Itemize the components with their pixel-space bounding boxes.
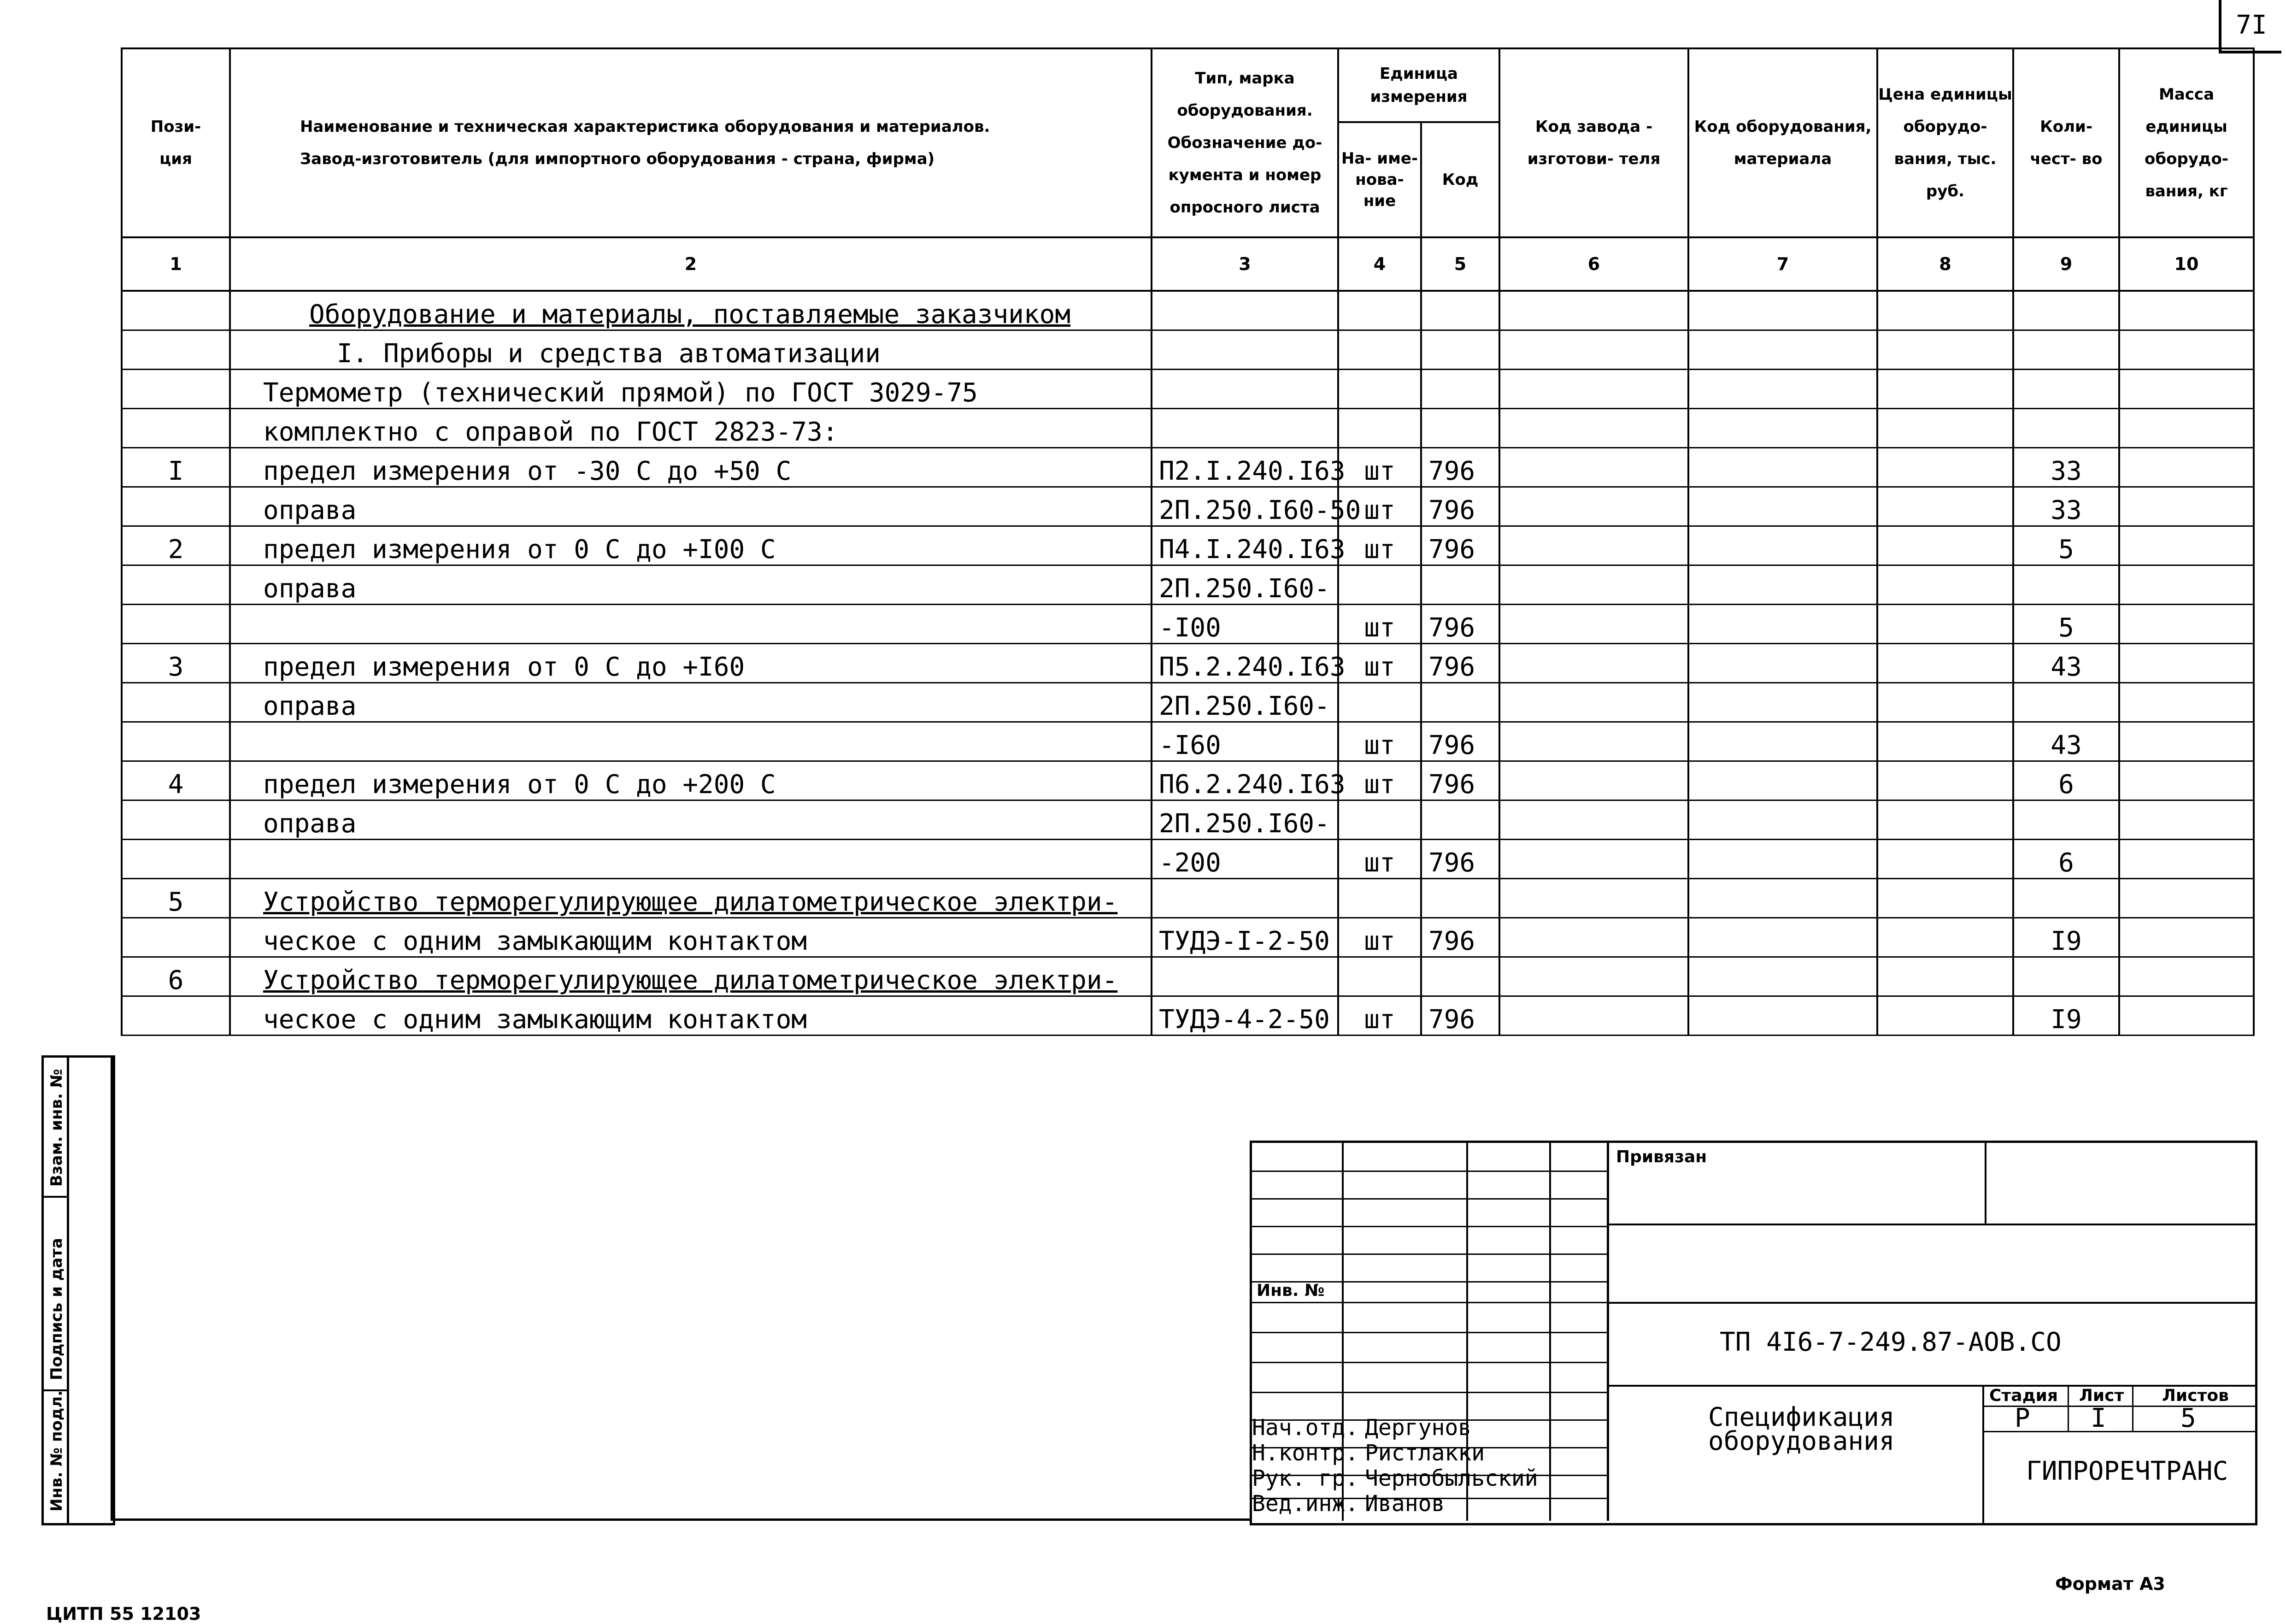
signature-role: Рук. гр. — [1252, 1465, 1359, 1491]
position-cell: I — [122, 448, 230, 487]
equipment-code-cell — [1688, 370, 1877, 409]
header-unit-group: Единица измерения — [1338, 48, 1499, 122]
equipment-code-cell — [1688, 526, 1877, 565]
type-cell: 2П.250.I60- — [1152, 565, 1338, 605]
code-cell — [1421, 330, 1499, 370]
name-cell — [230, 840, 1152, 879]
position-cell — [122, 996, 230, 1036]
document-code: ТП 4I6-7-249.87-АОВ.СО — [1720, 1327, 2062, 1357]
equipment-code-cell — [1688, 409, 1877, 448]
price-cell — [1877, 722, 2013, 761]
table-row — [122, 840, 2254, 879]
code-cell: 796 — [1421, 722, 1499, 761]
type-cell — [1152, 879, 1338, 918]
price-cell — [1877, 879, 2013, 918]
position-cell — [122, 330, 230, 370]
quantity-cell — [2013, 291, 2119, 330]
equipment-code-cell — [1688, 683, 1877, 722]
position-cell — [122, 840, 230, 879]
quantity-cell — [2013, 879, 2119, 918]
mass-cell — [2119, 996, 2254, 1036]
unit-cell: шт — [1338, 448, 1421, 487]
position-cell — [122, 565, 230, 605]
column-number: 8 — [1877, 237, 2013, 291]
type-cell — [1152, 409, 1338, 448]
quantity-cell — [2013, 370, 2119, 409]
table-row — [122, 487, 2254, 526]
table-row — [122, 918, 2254, 957]
mass-cell — [2119, 957, 2254, 996]
title-block — [1250, 1141, 2257, 1525]
side-stamp — [41, 1055, 115, 1525]
header-manufacturer-code: Код завода - изготови- теля — [1499, 48, 1688, 237]
position-cell — [122, 722, 230, 761]
header-name: Наименование и техническая характеристика оборудования и материалов. Завод-изготовитель (для импортного оборудования - страна, фирма) — [230, 48, 1152, 237]
code-cell — [1421, 409, 1499, 448]
name-cell: предел измерения от 0 С до +I60 — [230, 644, 1152, 683]
mass-cell — [2119, 800, 2254, 840]
table-row — [122, 370, 2254, 409]
mass-cell — [2119, 722, 2254, 761]
unit-cell: шт — [1338, 996, 1421, 1036]
sheet-label: Лист — [2079, 1386, 2124, 1405]
catalog-number: ЦИТП 55 12103 — [46, 1604, 201, 1624]
name-cell: I. Приборы и средства автоматизации — [230, 330, 1152, 370]
mass-cell — [2119, 918, 2254, 957]
table-row — [122, 526, 2254, 565]
position-cell — [122, 918, 230, 957]
unit-cell: шт — [1338, 487, 1421, 526]
manufacturer-code-cell — [1499, 526, 1688, 565]
manufacturer-code-cell — [1499, 879, 1688, 918]
manufacturer-code-cell — [1499, 565, 1688, 605]
code-cell: 796 — [1421, 448, 1499, 487]
code-cell: 796 — [1421, 840, 1499, 879]
quantity-cell: 43 — [2013, 644, 2119, 683]
equipment-code-cell — [1688, 879, 1877, 918]
type-cell: 2П.250.I60- — [1152, 800, 1338, 840]
name-cell: предел измерения от 0 С до +I00 С — [230, 526, 1152, 565]
equipment-code-cell — [1688, 644, 1877, 683]
signature-name: Иванов — [1365, 1491, 1445, 1517]
mass-cell — [2119, 565, 2254, 605]
column-number-row — [122, 237, 2254, 291]
header-price: Цена единицы оборудо- вания, тыс. руб. — [1877, 48, 2013, 237]
type-cell — [1152, 370, 1338, 409]
code-cell: 796 — [1421, 644, 1499, 683]
column-number: 2 — [230, 237, 1152, 291]
code-cell: 796 — [1421, 918, 1499, 957]
header-mass: Масса единицы оборудо- вания, кг — [2119, 48, 2254, 237]
position-cell — [122, 291, 230, 330]
unit-cell: шт — [1338, 605, 1421, 644]
table-row — [122, 761, 2254, 800]
privyazan-label: Привязан — [1616, 1147, 1707, 1166]
type-cell: П6.2.240.I63 — [1152, 761, 1338, 800]
header-unit-name: На- име- нова- ние — [1338, 122, 1421, 237]
position-cell: 2 — [122, 526, 230, 565]
table-row — [122, 565, 2254, 605]
manufacturer-code-cell — [1499, 605, 1688, 644]
price-cell — [1877, 957, 2013, 996]
unit-cell — [1338, 800, 1421, 840]
column-number: 10 — [2119, 237, 2254, 291]
price-cell — [1877, 487, 2013, 526]
sheet-value: I — [2091, 1403, 2106, 1433]
quantity-cell — [2013, 330, 2119, 370]
code-cell — [1421, 957, 1499, 996]
quantity-cell: 33 — [2013, 487, 2119, 526]
price-cell — [1877, 565, 2013, 605]
name-cell — [230, 722, 1152, 761]
equipment-code-cell — [1688, 957, 1877, 996]
mass-cell — [2119, 526, 2254, 565]
name-cell: Устройство терморегулирующее дилатометрическое электри- — [230, 879, 1152, 918]
table-row — [122, 683, 2254, 722]
equipment-code-cell — [1688, 918, 1877, 957]
code-cell: 796 — [1421, 487, 1499, 526]
type-cell: -200 — [1152, 840, 1338, 879]
equipment-code-cell — [1688, 800, 1877, 840]
stage-value: Р — [2015, 1403, 2030, 1433]
name-cell: оправа — [230, 565, 1152, 605]
position-cell: 4 — [122, 761, 230, 800]
signature-role: Н.контр. — [1252, 1440, 1359, 1466]
table-row — [122, 605, 2254, 644]
signature-role: Нач.отд. — [1252, 1415, 1359, 1441]
manufacturer-code-cell — [1499, 957, 1688, 996]
manufacturer-code-cell — [1499, 800, 1688, 840]
mass-cell — [2119, 761, 2254, 800]
position-cell — [122, 800, 230, 840]
manufacturer-code-cell — [1499, 683, 1688, 722]
type-cell — [1152, 291, 1338, 330]
price-cell — [1877, 918, 2013, 957]
equipment-code-cell — [1688, 448, 1877, 487]
price-cell — [1877, 683, 2013, 722]
unit-cell — [1338, 957, 1421, 996]
table-row — [122, 644, 2254, 683]
unit-cell — [1338, 879, 1421, 918]
unit-cell: шт — [1338, 918, 1421, 957]
signature-name: Ристлакки — [1365, 1440, 1485, 1466]
manufacturer-code-cell — [1499, 409, 1688, 448]
name-cell: Оборудование и материалы, поставляемые заказчиком — [230, 291, 1152, 330]
price-cell — [1877, 291, 2013, 330]
price-cell — [1877, 448, 2013, 487]
name-cell: Термометр (технический прямой) по ГОСТ 3029-75 — [230, 370, 1152, 409]
quantity-cell: 5 — [2013, 526, 2119, 565]
column-number: 5 — [1421, 237, 1499, 291]
table-row — [122, 800, 2254, 840]
price-cell — [1877, 644, 2013, 683]
type-cell: П2.I.240.I63 — [1152, 448, 1338, 487]
unit-cell — [1338, 409, 1421, 448]
signature-name: Дергунов — [1365, 1415, 1472, 1441]
equipment-code-cell — [1688, 722, 1877, 761]
side-stamp-signature-date: Подпись и дата — [44, 1196, 67, 1391]
manufacturer-code-cell — [1499, 370, 1688, 409]
unit-cell: шт — [1338, 761, 1421, 800]
header-type: Тип, марка оборудования. Обозначение до- кумента и номер опросного листа — [1152, 48, 1338, 237]
code-cell: 796 — [1421, 526, 1499, 565]
mass-cell — [2119, 370, 2254, 409]
unit-cell: шт — [1338, 526, 1421, 565]
unit-cell — [1338, 370, 1421, 409]
unit-cell: шт — [1338, 644, 1421, 683]
manufacturer-code-cell — [1499, 761, 1688, 800]
code-cell — [1421, 683, 1499, 722]
side-stamp-inv-podl: Инв. № подл. — [47, 1390, 66, 1512]
type-cell: 2П.250.I60-50 — [1152, 487, 1338, 526]
unit-cell — [1338, 291, 1421, 330]
code-cell — [1421, 291, 1499, 330]
quantity-cell: 33 — [2013, 448, 2119, 487]
manufacturer-code-cell — [1499, 996, 1688, 1036]
table-row — [122, 409, 2254, 448]
price-cell — [1877, 330, 2013, 370]
unit-cell — [1338, 565, 1421, 605]
type-cell — [1152, 957, 1338, 996]
table-row — [122, 722, 2254, 761]
mass-cell — [2119, 605, 2254, 644]
manufacturer-code-cell — [1499, 487, 1688, 526]
table-row — [122, 291, 2254, 330]
name-cell: комплектно с оправой по ГОСТ 2823-73: — [230, 409, 1152, 448]
equipment-code-cell — [1688, 291, 1877, 330]
code-cell — [1421, 370, 1499, 409]
name-cell: оправа — [230, 800, 1152, 840]
quantity-cell: I9 — [2013, 918, 2119, 957]
quantity-cell: I9 — [2013, 996, 2119, 1036]
code-cell: 796 — [1421, 761, 1499, 800]
document-title: Спецификация оборудования — [1708, 1402, 1895, 1456]
type-cell: 2П.250.I60- — [1152, 683, 1338, 722]
quantity-cell — [2013, 957, 2119, 996]
mass-cell — [2119, 683, 2254, 722]
equipment-code-cell — [1688, 605, 1877, 644]
price-cell — [1877, 409, 2013, 448]
stage-label: Стадия — [1989, 1386, 2058, 1405]
mass-cell — [2119, 448, 2254, 487]
inv-number-label: Инв. № — [1257, 1281, 1325, 1300]
header-unit-code: Код — [1421, 122, 1499, 237]
sheets-value: 5 — [2180, 1403, 2196, 1433]
table-row — [122, 996, 2254, 1036]
price-cell — [1877, 800, 2013, 840]
unit-cell: шт — [1338, 722, 1421, 761]
quantity-cell: 5 — [2013, 605, 2119, 644]
manufacturer-code-cell — [1499, 722, 1688, 761]
sheets-label: Листов — [2162, 1386, 2229, 1405]
quantity-cell — [2013, 683, 2119, 722]
type-cell: -I00 — [1152, 605, 1338, 644]
position-cell — [122, 409, 230, 448]
quantity-cell — [2013, 800, 2119, 840]
unit-cell: шт — [1338, 840, 1421, 879]
name-cell: оправа — [230, 487, 1152, 526]
signature-name: Чернобыльский — [1365, 1465, 1538, 1491]
column-number: 1 — [122, 237, 230, 291]
type-cell: -I60 — [1152, 722, 1338, 761]
quantity-cell: 43 — [2013, 722, 2119, 761]
name-cell: оправа — [230, 683, 1152, 722]
name-cell: ческое с одним замыкающим контактом — [230, 996, 1152, 1036]
table-row — [122, 330, 2254, 370]
code-cell — [1421, 565, 1499, 605]
equipment-code-cell — [1688, 840, 1877, 879]
table-row — [122, 448, 2254, 487]
sheet-number: 7I — [2219, 0, 2281, 53]
name-cell: предел измерения от -30 С до +50 С — [230, 448, 1152, 487]
signature-role: Вед.инж. — [1252, 1491, 1359, 1517]
price-cell — [1877, 996, 2013, 1036]
position-cell — [122, 605, 230, 644]
price-cell — [1877, 526, 2013, 565]
quantity-cell: 6 — [2013, 761, 2119, 800]
mass-cell — [2119, 644, 2254, 683]
header-quantity: Коли- чест- во — [2013, 48, 2119, 237]
price-cell — [1877, 370, 2013, 409]
unit-cell — [1338, 683, 1421, 722]
manufacturer-code-cell — [1499, 918, 1688, 957]
name-cell: предел измерения от 0 С до +200 С — [230, 761, 1152, 800]
price-cell — [1877, 840, 2013, 879]
manufacturer-code-cell — [1499, 448, 1688, 487]
mass-cell — [2119, 291, 2254, 330]
table-row — [122, 957, 2254, 996]
code-cell: 796 — [1421, 605, 1499, 644]
equipment-code-cell — [1688, 487, 1877, 526]
equipment-code-cell — [1688, 996, 1877, 1036]
equipment-code-cell — [1688, 761, 1877, 800]
quantity-cell: 6 — [2013, 840, 2119, 879]
column-number: 4 — [1338, 237, 1421, 291]
column-number: 3 — [1152, 237, 1338, 291]
column-number: 9 — [2013, 237, 2119, 291]
type-cell: П4.I.240.I63 — [1152, 526, 1338, 565]
side-stamp-zam-inv: Взам. инв. № — [44, 1058, 67, 1198]
quantity-cell — [2013, 409, 2119, 448]
code-cell — [1421, 800, 1499, 840]
position-cell — [122, 683, 230, 722]
mass-cell — [2119, 840, 2254, 879]
position-cell: 6 — [122, 957, 230, 996]
name-cell: ческое с одним замыкающим контактом — [230, 918, 1152, 957]
type-cell: ТУДЭ-I-2-50 — [1152, 918, 1338, 957]
column-number: 7 — [1688, 237, 1877, 291]
manufacturer-code-cell — [1499, 840, 1688, 879]
header-equipment-code: Код оборудования, материала — [1688, 48, 1877, 237]
mass-cell — [2119, 879, 2254, 918]
name-cell — [230, 605, 1152, 644]
table-row — [122, 879, 2254, 918]
manufacturer-code-cell — [1499, 330, 1688, 370]
header-position: Пози- ция — [122, 48, 230, 237]
mass-cell — [2119, 330, 2254, 370]
code-cell: 796 — [1421, 996, 1499, 1036]
code-cell — [1421, 879, 1499, 918]
type-cell: П5.2.240.I63 — [1152, 644, 1338, 683]
position-cell — [122, 370, 230, 409]
position-cell — [122, 487, 230, 526]
equipment-code-cell — [1688, 330, 1877, 370]
manufacturer-code-cell — [1499, 291, 1688, 330]
price-cell — [1877, 605, 2013, 644]
mass-cell — [2119, 409, 2254, 448]
unit-cell — [1338, 330, 1421, 370]
type-cell — [1152, 330, 1338, 370]
name-cell: Устройство терморегулирующее дилатометрическое электри- — [230, 957, 1152, 996]
position-cell: 3 — [122, 644, 230, 683]
specification-table — [121, 47, 2255, 1036]
mass-cell — [2119, 487, 2254, 526]
price-cell — [1877, 761, 2013, 800]
organization-name: ГИПРОРЕЧТРАНС — [2026, 1456, 2228, 1486]
quantity-cell — [2013, 565, 2119, 605]
manufacturer-code-cell — [1499, 644, 1688, 683]
type-cell: ТУДЭ-4-2-50 — [1152, 996, 1338, 1036]
position-cell: 5 — [122, 879, 230, 918]
column-number: 6 — [1499, 237, 1688, 291]
equipment-code-cell — [1688, 565, 1877, 605]
format-label: Формат А3 — [2055, 1574, 2165, 1594]
